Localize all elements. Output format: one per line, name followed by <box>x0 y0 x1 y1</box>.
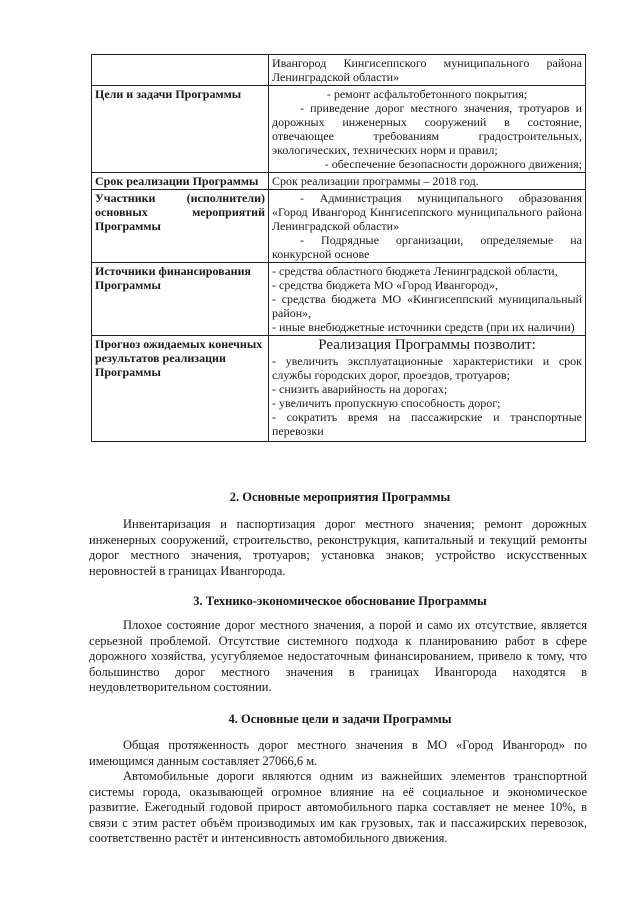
paragraph: Автомобильные дороги являются одним из важнейших элементов транспортной системы города, оказывающей огромное влияние на её социальное и экономическое развитие. Ежегодный годовой прирост автомобильного парка составляет не менее 10%, в связи с этим растет объём производимых им как грузовых, так и пассажирских перевозок, соответственно растёт и интенсивность автомобильного движения. <box>89 769 587 845</box>
list-item: - сократить время на пассажирские и транспортные перевозки <box>272 410 582 438</box>
list-item: - Администрация муниципального образования «Город Ивангород Кингисеппского муниципального района Ленинградской области» <box>272 191 582 233</box>
list-item: - средства бюджета МО «Кингисеппский муниципальный район», <box>272 292 582 320</box>
row-label-empty <box>92 55 269 86</box>
list-item: - средства бюджета МО «Город Ивангород», <box>272 278 499 292</box>
list-item: - иные внебюджетные источники средств (при их наличии) <box>272 320 575 334</box>
row-value <box>269 86 586 173</box>
list-item: - увеличить пропускную способность дорог; <box>272 396 501 410</box>
row-label: Участники (исполнители) основных мероприятий Программы <box>92 190 269 263</box>
table-row <box>92 55 586 86</box>
list-item: - увеличить эксплуатационные характеристики и срок службы городских дорог, проездов, тротуаров; <box>272 354 582 382</box>
paragraph: Общая протяженность дорог местного значения в МО «Город Ивангород» по имеющимся данным составляет 27066,6 м. <box>89 738 587 768</box>
row-value <box>269 336 586 442</box>
row-value <box>269 263 586 336</box>
row-label: Источники финансирования Программы <box>92 263 269 336</box>
table-row <box>92 173 586 190</box>
row-label: Срок реализации Программы <box>92 173 269 190</box>
row-label: Цели и задачи Программы <box>92 86 269 173</box>
table-row <box>92 336 586 442</box>
list-item: - снизить аварийность на дорогах; <box>272 382 448 396</box>
list-item: - ремонт асфальтобетонного покрытия; <box>326 87 528 101</box>
row-value <box>269 190 586 263</box>
section-4-text <box>89 738 587 847</box>
table-row <box>92 190 586 263</box>
section-3-heading: 3. Технико-экономическое обоснование Программы <box>193 594 487 608</box>
section-2-text <box>89 517 587 579</box>
value-line: Ивангород Кингисеппского муниципального района <box>272 56 582 70</box>
section-3-text <box>89 618 587 696</box>
list-item: - Подрядные организации, определяемые на конкурсной основе <box>272 233 582 261</box>
section-4-heading: 4. Основные цели и задачи Программы <box>228 712 452 726</box>
value-line: Ленинградской области» <box>272 70 400 84</box>
paragraph: Плохое состояние дорог местного значения, а порой и само их отсутствие, является серьезной проблемой. Отсутствие системного подхода к планированию работ в сфере дорожного хозяйства, усугубляемое недостаточным финансированием, привело к тому, что большинство дорог местного значения в границах Ивангорода находятся в неудовлетворительном состоянии. <box>89 618 587 694</box>
list-item: - приведение дорог местного значения, тротуаров и дорожных инженерных сооружений в состояние, отвечающее требованиям градостроительных, экологических, технических норм и правил; <box>272 101 582 157</box>
paragraph: Инвентаризация и паспортизация дорог местного значения; ремонт дорожных инженерных сооружений, строительство, реконструкция, капитальный и текущий ремонты дорог местного значения, тротуаров; установка знаков; устройство искусственных неровностей в границах Ивангорода. <box>89 517 587 578</box>
row-label: Прогноз ожидаемых конечных результатов реализации Программы <box>92 336 269 442</box>
table-row <box>92 86 586 173</box>
list-item: - обеспечение безопасности дорожного движения; <box>324 157 582 171</box>
table-row <box>92 263 586 336</box>
results-intro: Реализация Программы позволит: <box>318 337 536 353</box>
row-value <box>269 55 586 86</box>
section-2-heading: 2. Основные мероприятия Программы <box>229 490 451 504</box>
program-passport-table <box>91 54 586 442</box>
row-value: Срок реализации программы – 2018 год. <box>269 173 586 190</box>
list-item: - средства областного бюджета Ленинградской области, <box>272 264 558 278</box>
